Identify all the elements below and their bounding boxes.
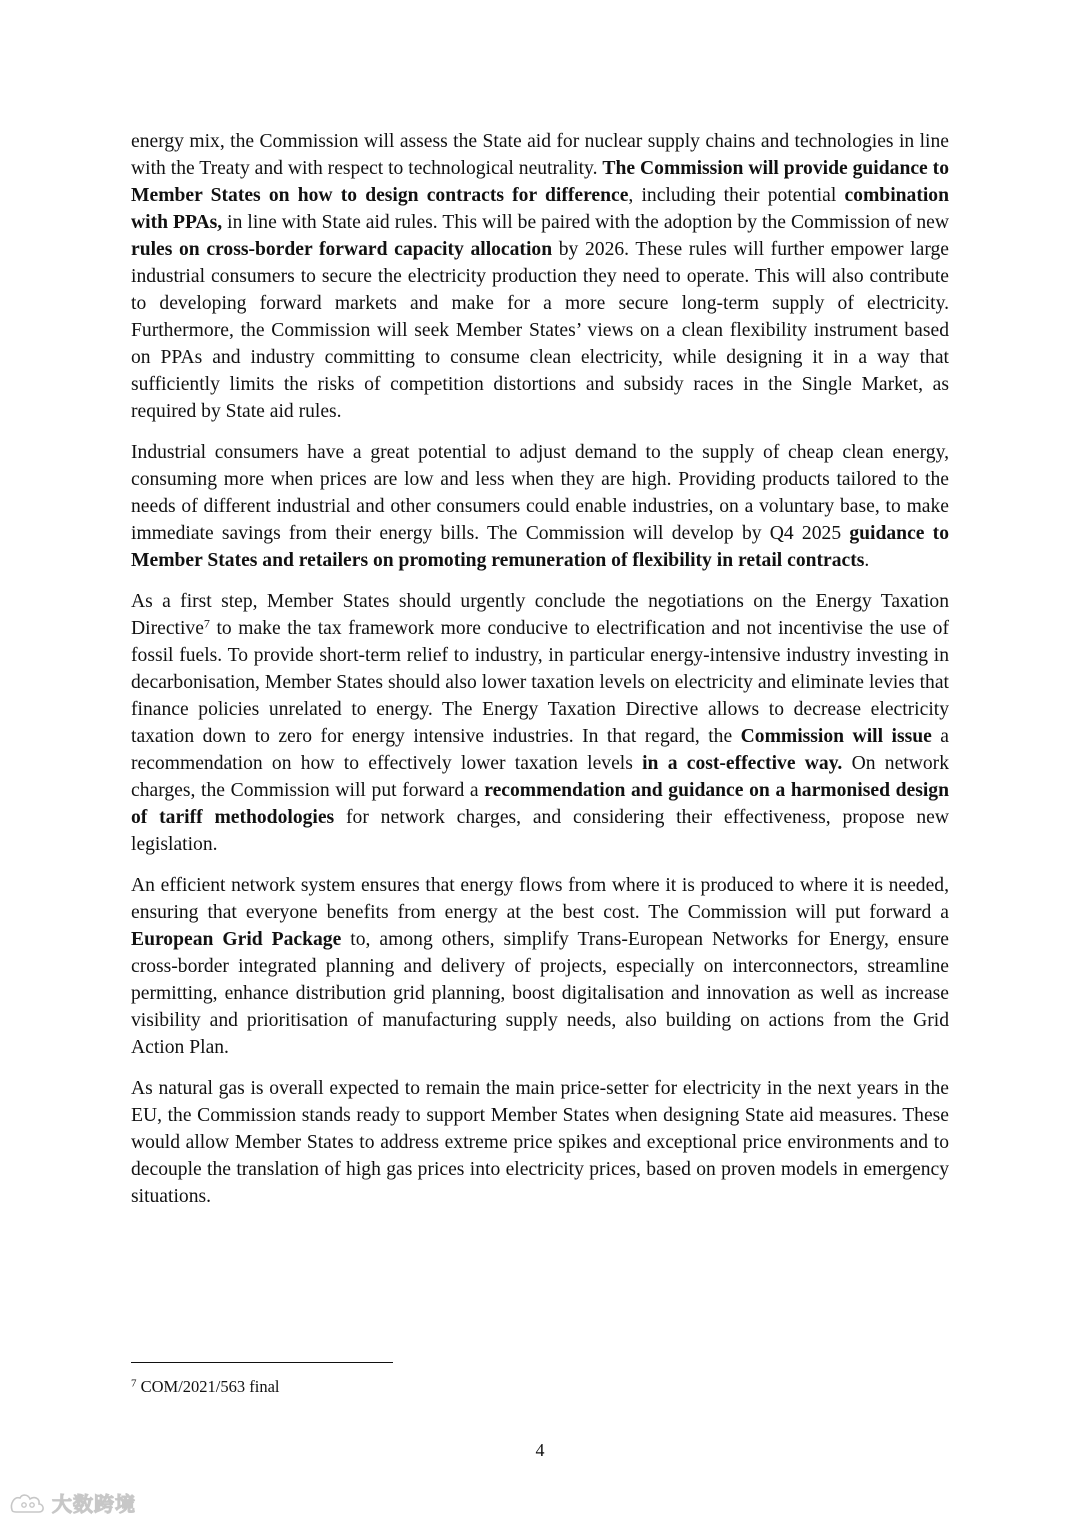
page-number: 4 [535, 1440, 545, 1460]
text-run: to, among others, simplify Trans-European Networks for Energy, ensure cross-border integrated planning and delivery of projects, especially on interconnectors, streamline permitting, enhance distribution grid planning, boost digitalisation and innovation as well as increase visibility and prioritisation of manufacturing supply needs, also building on actions from the Grid Action Plan. [131, 929, 949, 1058]
text-run: in line with State aid rules. This will be paired with the adoption by the Commission of new [222, 212, 949, 233]
watermark [8, 1488, 136, 1517]
text-run: to make the tax framework more conducive to electrification and not incentivise the use of fossil fuels. To provide short-term relief to industry, in particular energy-intensive industry investing in decarbonisation, Member States should also lower taxation levels on electricity and eliminate levies that finance policies unrelated to energy. The Energy Taxation Directive allows to decrease electricity taxation down to zero for energy intensive industries. In that regard, the [131, 618, 949, 747]
footnote-reference[interactable]: 7 [203, 616, 210, 631]
text-run: As a first step, Member States should urgently conclude the negotiations on the Energy Taxation Directive [131, 591, 949, 639]
text-run: An efficient network system ensures that energy flows from where it is produced to where it is needed, ensuring that everyone benefits from energy at the best cost. The Commission will put forward a [131, 875, 949, 923]
watermark-logo-icon [8, 1490, 48, 1516]
paragraph-5 [131, 1075, 949, 1210]
text-run-bold: European Grid Package [131, 929, 342, 950]
watermark-text: 大数跨境 [52, 1492, 136, 1516]
paragraph-3 [131, 588, 949, 858]
text-run: a recommendation on how to effectively lower taxation levels [131, 726, 949, 774]
paragraph-2 [131, 439, 949, 574]
text-run: , including their potential [628, 185, 845, 206]
text-run: energy mix, the Commission will assess the State aid for nuclear supply chains and technologies in line with the Treaty and with respect to technological neutrality. [131, 131, 949, 179]
footnote-number: 7 [131, 1377, 137, 1390]
footnote-separator [131, 1362, 393, 1363]
text-run-bold: in a cost-effective way. [642, 753, 843, 774]
text-run: Industrial consumers have a great potential to adjust demand to the supply of cheap clean energy, consuming more when prices are low and less when they are high. Providing products tailored to the needs of different industrial and other consumers could enable industries, on a voluntary base, to make immediate savings from their energy bills. The Commission will develop by Q4 2025 [131, 442, 949, 544]
text-run-bold: recommendation and guidance on a harmonised design of tariff methodologies [131, 780, 949, 828]
text-run: by 2026. These rules will further empower large industrial consumers to secure the electricity production they need to operate. This will also contribute to developing forward markets and make for a more secure long-term supply of electricity. Furthermore, the Commission will seek Member States’ views on a clean flexibility instrument based on PPAs and industry committing to consume clean electricity, while designing it in a way that sufficiently limits the risks of competition distortions and subsidy races in the Single Market, as required by State aid rules. [131, 239, 949, 422]
text-run-bold: The Commission will provide guidance to Member States on how to design contracts for difference [131, 158, 950, 206]
text-run-bold: combination with PPAs, [131, 185, 949, 233]
text-run-bold: Commission will issue [740, 726, 932, 747]
document-body [131, 128, 949, 1224]
text-run: . [864, 550, 870, 571]
footnote-text: COM/2021/563 final [136, 1377, 280, 1396]
text-run: As natural gas is overall expected to remain the main price-setter for electricity in the next years in the EU, the Commission stands ready to support Member States when designing State aid measures. These would allow Member States to address extreme price spikes and exceptional price environments and to decouple the translation of high gas prices into electricity prices, based on proven models in emergency situations. [131, 1078, 949, 1207]
text-run: for network charges, and considering their effectiveness, propose new legislation. [131, 807, 949, 855]
footnote [131, 1376, 280, 1398]
paragraph-1 [131, 128, 949, 425]
paragraph-4 [131, 872, 949, 1061]
text-run-bold: rules on cross-border forward capacity allocation [131, 239, 553, 260]
text-run-bold: guidance to Member States and retailers on promoting remuneration of flexibility in retail contracts [131, 523, 950, 571]
text-run: On network charges, the Commission will put forward a [131, 753, 950, 801]
